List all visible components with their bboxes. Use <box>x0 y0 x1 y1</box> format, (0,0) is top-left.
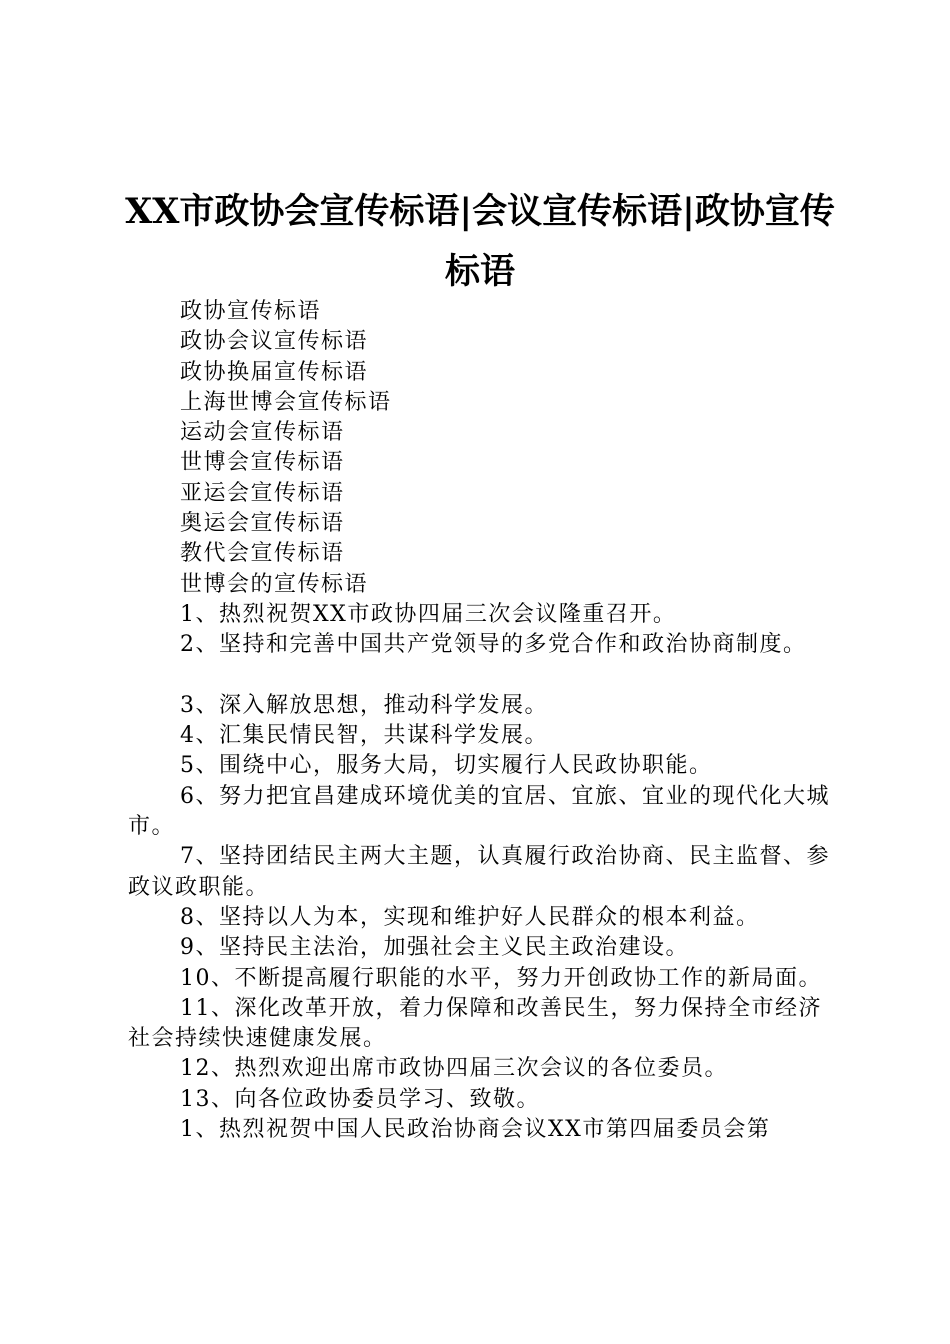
slogan-paragraph: 8、坚持以人为本，实现和维护好人民群众的根本利益。 <box>180 904 760 930</box>
blank-line <box>128 661 833 691</box>
topic-line: 政协宣传标语 <box>180 299 322 324</box>
topic-line: 亚运会宣传标语 <box>180 480 345 506</box>
slogan-paragraph: 10、不断提高履行职能的水平，努力开创政协工作的新局面。 <box>180 965 822 991</box>
topic-line: 运动会宣传标语 <box>180 420 345 446</box>
topic-line: 上海世博会宣传标语 <box>180 389 392 415</box>
topic-line: 世博会宣传标语 <box>180 450 345 476</box>
slogan-paragraph: 7、坚持团结民主两大主题，认真履行政治协商、民主监督、参政议政职能。 <box>128 844 830 900</box>
slogan-paragraph: 3、深入解放思想，推动科学发展。 <box>180 692 548 718</box>
topic-line: 政协会议宣传标语 <box>180 329 369 355</box>
slogan-paragraph: 2、坚持和完善中国共产党领导的多党合作和政治协商制度。 <box>180 632 807 658</box>
topic-line: 教代会宣传标语 <box>180 541 345 567</box>
slogan-paragraph: 9、坚持民主法治，加强社会主义民主政治建设。 <box>180 935 689 961</box>
slogan-paragraph: 5、围绕中心，服务大局，切实履行人民政协职能。 <box>180 753 713 779</box>
slogan-paragraph: 13、向各位政协委员学习、致敬。 <box>180 1086 540 1112</box>
topic-line: 奥运会宣传标语 <box>180 511 345 537</box>
slogan-paragraph: 12、热烈欢迎出席市政协四届三次会议的各位委员。 <box>180 1056 728 1082</box>
topic-line: 世博会的宣传标语 <box>180 571 369 597</box>
document-body <box>128 297 833 1145</box>
slogan-paragraph: 6、努力把宜昌建成环境优美的宜居、宜旅、宜业的现代化大城市。 <box>128 783 830 840</box>
slogan-paragraph: 11、深化改革开放，着力保障和改善民生，努力保持全市经济社会持续快速健康发展。 <box>128 995 822 1052</box>
slogan-paragraph: 1、热烈祝贺XX市政协四届三次会议隆重召开。 <box>180 601 677 627</box>
topic-line: 政协换届宣传标语 <box>180 359 369 385</box>
slogan-paragraph: 4、汇集民情民智，共谋科学发展。 <box>180 723 548 749</box>
slogan-paragraph: 1、热烈祝贺中国人民政治协商会议XX市第四届委员会第 <box>180 1117 771 1143</box>
document-title: XX市政协会宣传标语|会议宣传标语|政协宣传标语 <box>125 191 835 292</box>
